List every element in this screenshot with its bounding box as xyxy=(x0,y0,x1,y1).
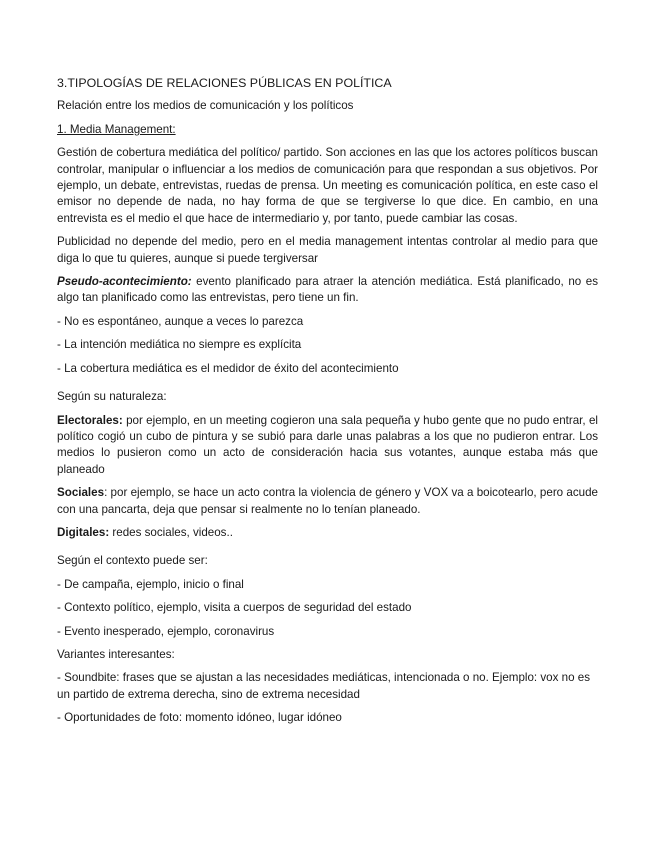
paragraph-digitales xyxy=(57,525,598,541)
term-digitales: Digitales: xyxy=(57,525,110,539)
text-sociales: : por ejemplo, se hace un acto contra la violencia de género y VOX va a boicotearlo, pero acude con una pancarta, deja que pensar si realmente no lo tenían planeado. xyxy=(57,486,598,516)
list-item: - La intención mediática no siempre es explícita xyxy=(57,338,302,352)
definition-pseudo-acontecimiento: evento planificado para atraer la atención mediática. Está planificado, no es algo tan planificado como las entrevistas, pero tiene un fin. xyxy=(57,275,598,305)
term-pseudo-acontecimiento: Pseudo-acontecimiento: xyxy=(57,275,192,289)
document-title: 3.TIPOLOGÍAS DE RELACIONES PÚBLICAS EN POLÍTICA xyxy=(57,76,392,90)
list-item: - Evento inesperado, ejemplo, coronavirus xyxy=(57,624,275,638)
nature-intro: Según su naturaleza: xyxy=(57,390,167,404)
document-subtitle: Relación entre los medios de comunicación y los políticos xyxy=(57,99,354,113)
paragraph-sociales xyxy=(57,485,598,518)
list-item: - No es espontáneo, aunque a veces lo parezca xyxy=(57,314,304,328)
section-heading: 1. Media Management: xyxy=(57,122,176,136)
list-item: - Contexto político, ejemplo, visita a cuerpos de seguridad del estado xyxy=(57,601,412,615)
list-item-soundbite: - Soundbite: frases que se ajustan a las necesidades mediáticas, intencionada o no. Ejemplo: vox no es un partido de extrema derecha, sino de extrema necesidad xyxy=(57,671,590,701)
variants-intro: Variantes interesantes: xyxy=(57,647,175,661)
term-sociales: Sociales xyxy=(57,486,105,500)
term-electorales: Electorales: xyxy=(57,413,123,427)
paragraph-pseudo-acontecimiento xyxy=(57,274,598,307)
list-item: - De campaña, ejemplo, inicio o final xyxy=(57,577,244,591)
paragraph-media-management: Gestión de cobertura mediática del político/ partido. Son acciones en las que los actores políticos buscan controlar, manipular o influenciar a los medios de comunicación para que respondan a sus objetivos. Por ejemplo, un debate, entrevistas, ruedas de prensa. Un meeting es comunicación política, en este caso el emisor no depende de nada, no hay forma de que se tergiverse lo que dice. En cambio, en una entrevista es el medio el que hace de intermediario y, por tanto, puede cambiar las cosas. xyxy=(57,146,598,225)
text-electorales: por ejemplo, en un meeting cogieron una sala pequeña y hubo gente que no pudo entrar, el político cogió un cubo de pintura y se subió para darle unas palabras a los que no pudieron entrar. Los medios lo pusieron como un acto de consideración hacia sus votantes, aunque estaba más que planeado xyxy=(57,413,598,476)
paragraph-electorales xyxy=(57,413,598,479)
paragraph-publicidad: Publicidad no depende del medio, pero en el media management intentas controlar al medio para que diga lo que tu quieres, aunque si puede tergiversar xyxy=(57,235,598,265)
document-page xyxy=(57,75,598,734)
list-item-photo-ops: - Oportunidades de foto: momento idóneo, lugar idóneo xyxy=(57,711,342,725)
text-digitales: redes sociales, videos.. xyxy=(109,525,233,539)
list-item: - La cobertura mediática es el medidor de éxito del acontecimiento xyxy=(57,361,399,375)
context-intro: Según el contexto puede ser: xyxy=(57,554,208,568)
